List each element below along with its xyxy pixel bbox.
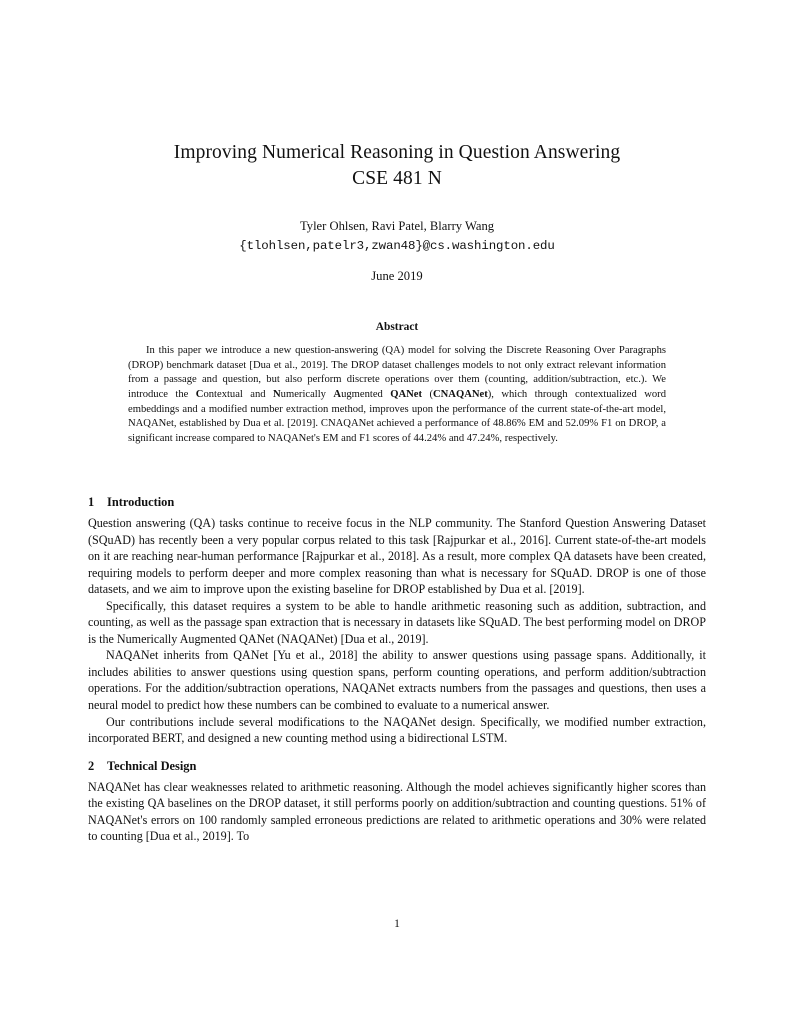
paragraph: Our contributions include several modifications to the NAQANet design. Specifically, we modified number extraction, incorporated BERT, and designed a new counting method using a bidirectional LSTM.	[88, 714, 706, 746]
abstract-text-4: ugmented	[341, 388, 391, 400]
title-line-1: Improving Numerical Reasoning in Question Answering	[173, 142, 621, 163]
abstract-text-5: (	[422, 388, 433, 400]
page-number: 1	[394, 918, 400, 930]
abstract-heading: Abstract	[375, 321, 419, 333]
abstract-bold-5: CNAQANet	[433, 388, 488, 400]
section-number: 2	[88, 758, 95, 773]
page-title	[88, 140, 706, 192]
section-number: 1	[88, 495, 95, 509]
abstract-bold-2: N	[273, 388, 281, 400]
title-block	[88, 140, 706, 192]
author-list: Tyler Ohlsen, Ravi Patel, Blarry Wang	[299, 219, 495, 233]
abstract-paragraph	[128, 344, 666, 447]
abstract-text-2: ontextual and	[203, 388, 274, 400]
section-title: Introduction	[107, 495, 175, 509]
paragraph: NAQANet inherits from QANet [Yu et al., 2018] the ability to answer questions using passage spans. Additionally, it includes abilities to answer questions using question spans, perform counting operations, and perform addition/subtraction operations. For the addition/subtraction operations, NAQANet extracts numbers from the passages and questions, then uses a neural model to predict how these numbers can be combined to evaluate to a numerical answer.	[88, 648, 706, 713]
title-line-2: CSE 481 N	[352, 168, 442, 189]
publication-date: June 2019	[371, 269, 423, 283]
paragraph: NAQANet has clear weaknesses related to arithmetic reasoning. Although the model achieves significantly higher scores than the existing QA baselines on the DROP dataset, it still performs poorly on addition/subtraction and counting questions. 51% of NAQANet's errors on 100 randomly sampled erroneous predictions are related to arithmetic operations and 30% were related to counting [Dua et al., 2019]. To	[88, 779, 706, 844]
abstract-body	[128, 344, 666, 447]
abstract-text-3: umerically	[280, 388, 334, 400]
body-column	[88, 494, 706, 845]
author-emails: {tlohlsen,patelr3,zwan48}@cs.washington.edu	[239, 239, 555, 253]
abstract-text-1: In this paper we introduce a new question-answering (QA) model for solving the Discrete Reasoning Over Paragraphs (DROP) benchmark dataset [Dua et al., 2019]. The DROP dataset challenges models to not only extract relevant information from a passage and question, but also perform discrete operations over them (counting, addition/subtraction, etc.). We introduce the	[128, 345, 666, 400]
section-heading-introduction	[88, 494, 706, 510]
section-title: Technical Design	[107, 758, 197, 773]
abstract-bold-1: C	[195, 388, 204, 400]
paragraph: Question answering (QA) tasks continue to receive focus in the NLP community. The Stanford Question Answering Dataset (SQuAD) has recently been a very popular corpus related to this task [Rajpurkar et al., 2016]. Current state-of-the-art models on it are reaching near-human performance [Rajpurkar et al., 2018]. As a result, more complex QA datasets have been created, requiring models to perform deeper and more complex reasoning than what is necessary for SQuAD. DROP is one of those datasets, and we aim to improve upon the existing baseline for DROP established by Dua et al. [2019].	[88, 516, 706, 597]
paragraph: Specifically, this dataset requires a system to be able to handle arithmetic reasoning such as addition, subtraction, and counting, as well as the passage span extraction that is necessary in datasets like SQuAD. The best performing model on DROP is the Numerically Augmented QANet (NAQANet) [Dua et al., 2019].	[88, 598, 706, 646]
section-heading-technical-design	[88, 758, 706, 774]
abstract-bold-3: A	[333, 388, 342, 400]
abstract-bold-4: QANet	[390, 388, 423, 400]
abstract-text-6: ), which through contextualized word embeddings and a modified number extraction method, improves upon the performance of the current state-of-the-art model, NAQANet, established by Dua et al. [2019]. CNAQANet achieved a performance of 48.86% EM and 52.09% F1 on DROP, a significant increase compared to NAQANet's EM and F1 scores of 44.24% and 47.24%, respectively.	[128, 388, 666, 444]
